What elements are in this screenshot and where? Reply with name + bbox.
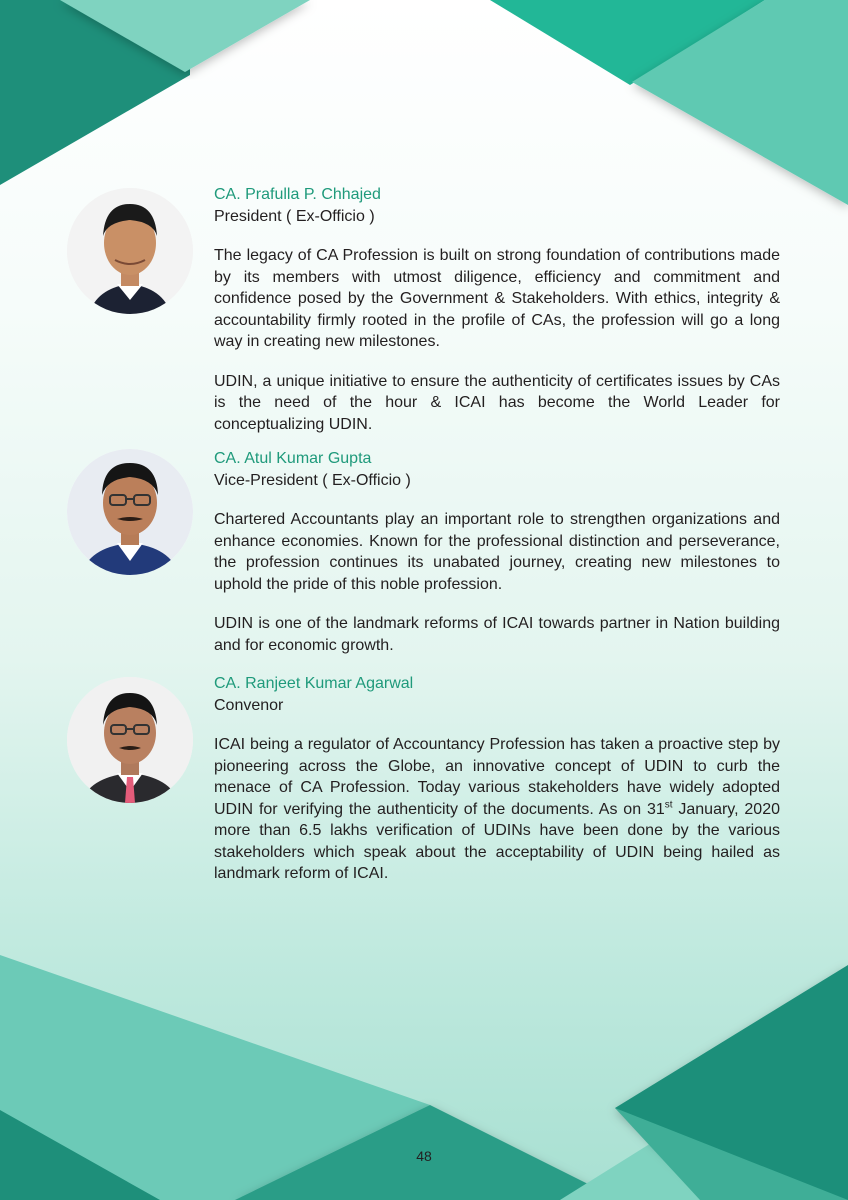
avatar-member-2	[67, 449, 193, 575]
member-1-name: CA. Prafulla P. Chhajed	[214, 186, 381, 203]
member-3-name: CA. Ranjeet Kumar Agarwal	[214, 675, 414, 692]
member-3-paragraph-superscript: st	[664, 799, 673, 811]
member-3-paragraph-part-1: ICAI being a regulator of Accountancy Profession has taken a proactive step by pioneering across the Globe, an innovative concept of UDIN to curb the menace of CA Profession. Today various stakeholders have widely adopted UDIN for verifying the authenticity of the documents. As on 31	[214, 736, 780, 818]
member-1-paragraph-2: UDIN, a unique initiative to ensure the authenticity of certificates issues by CAs is the need of the hour & ICAI has become the World Leader for conceptualizing UDIN.	[214, 372, 780, 433]
member-2-paragraph-1: Chartered Accountants play an important role to strengthen organizations and enhance economies. Known for the professional distinction and perseverance, the profession continues its unabated journey, creating new milestones to uphold the pride of this noble profession.	[214, 511, 780, 593]
member-2-text	[214, 448, 780, 656]
member-3-text	[214, 673, 780, 885]
avatar-member-3	[67, 677, 193, 803]
page-number: 48	[416, 1148, 432, 1164]
person-portrait-icon	[67, 449, 193, 575]
avatar-member-1	[67, 188, 193, 314]
person-portrait-icon	[67, 677, 193, 803]
member-1-text	[214, 184, 780, 435]
member-2-name: CA. Atul Kumar Gupta	[214, 450, 372, 467]
member-1-role: President ( Ex-Officio )	[214, 207, 375, 225]
member-2-paragraph-2: UDIN is one of the landmark reforms of ICAI towards partner in Nation building and for economic growth.	[214, 615, 780, 654]
member-3-role: Convenor	[214, 696, 284, 714]
member-3-paragraph-1	[214, 734, 780, 885]
member-1-paragraph-1: The legacy of CA Profession is built on strong foundation of contributions made by its members with utmost diligence, efficiency and commitment and confidence posed by the Government & Stakeholders. With ethics, integrity & accountability firmly rooted in the profile of CAs, the profession will go a long way in creating new milestones.	[214, 247, 780, 350]
member-3-paragraph-part-2: January, 2020 more than 6.5 lakhs verification of UDINs have been done by the various stakeholders which speak about the acceptability of UDIN being hailed as landmark reform of ICAI.	[214, 800, 780, 882]
person-portrait-icon	[67, 188, 193, 314]
member-2-role: Vice-President ( Ex-Officio )	[214, 471, 411, 489]
